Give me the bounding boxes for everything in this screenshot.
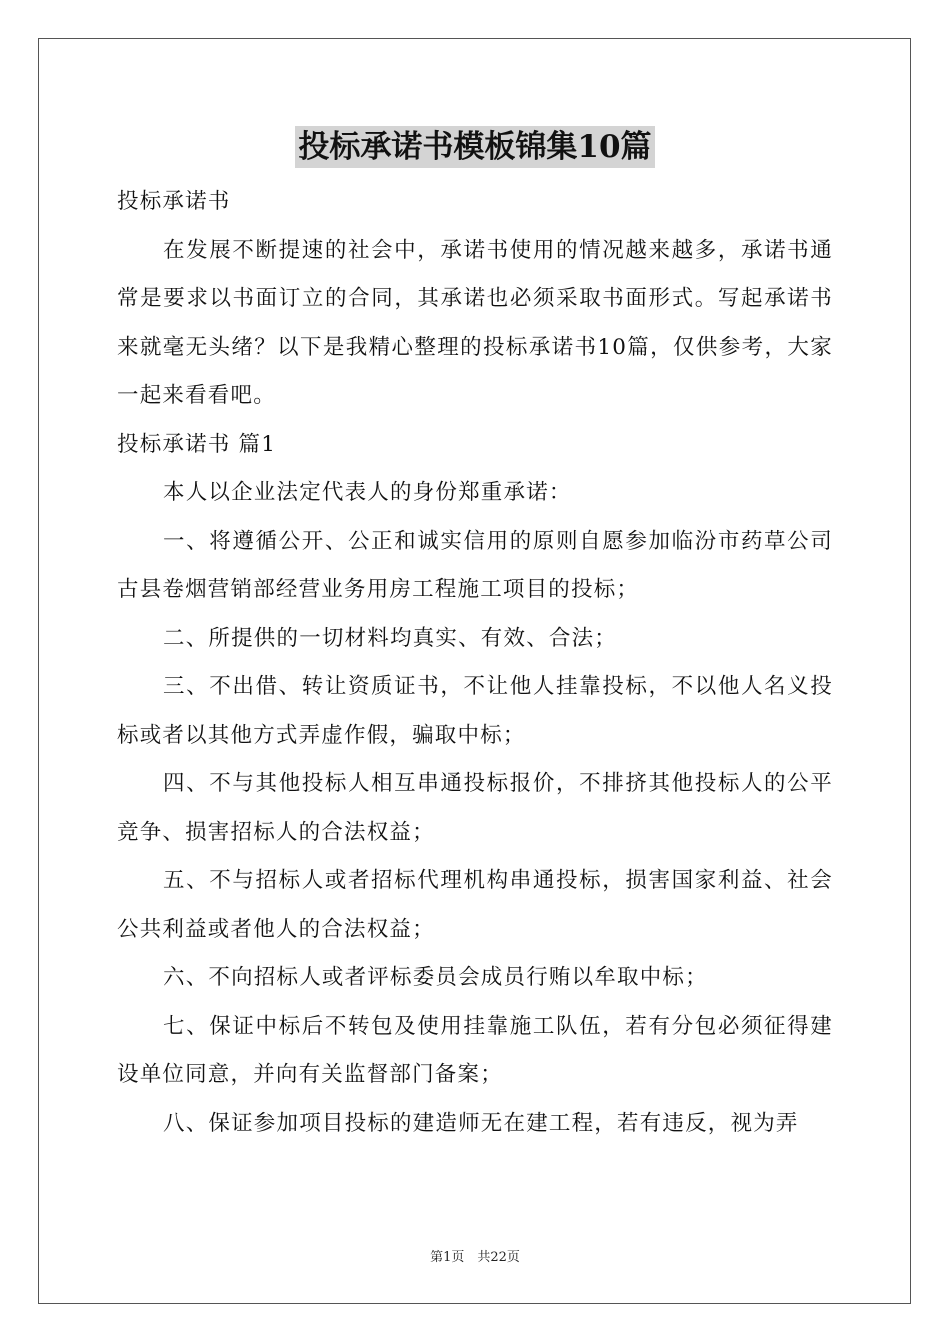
paragraph: 一、将遵循公开、公正和诚实信用的原则自愿参加临汾市药草公司古县卷烟营销部经营业务用房工程施工项目的投标； [117,528,833,602]
section-heading: 投标承诺书 篇1 [117,431,277,457]
paragraph: 七、保证中标后不转包及使用挂靠施工队伍，若有分包必须征得建设单位同意，并向有关监督部门备案； [117,1013,833,1087]
paragraph: 六、不向招标人或者评标委员会成员行贿以牟取中标； [163,965,708,990]
paragraph: 四、不与其他投标人相互串通投标报价，不排挤其他投标人的公平竞争、损害招标人的合法权益； [117,771,833,845]
title-container [0,126,950,168]
page-footer: 第1页 共22页 [430,1250,520,1265]
paragraph: 本人以企业法定代表人的身份郑重承诺： [163,480,572,505]
paragraph: 三、不出借、转让资质证书，不让他人挂靠投标，不以他人名义投标或者以其他方式弄虚作假，骗取中标； [117,674,833,748]
paragraph: 八、保证参加项目投标的建造师无在建工程，若有违反，视为弄 [163,1110,799,1136]
paragraph: 二、所提供的一切材料均真实、有效、合法； [163,625,618,651]
paragraph: 投标承诺书 [117,189,231,214]
document-title: 投标承诺书模板锦集10篇 [295,126,654,168]
paragraph: 在发展不断提速的社会中，承诺书使用的情况越来越多，承诺书通常是要求以书面订立的合同，其承诺也必须采取书面形式。写起承诺书来就毫无头绪？以下是我精心整理的投标承诺书10篇，仅供参考，大家一起来看看吧。 [117,237,833,408]
document-body [117,178,833,1148]
paragraph: 五、不与招标人或者招标代理机构串通投标，损害国家利益、社会公共利益或者他人的合法权益； [117,868,833,942]
